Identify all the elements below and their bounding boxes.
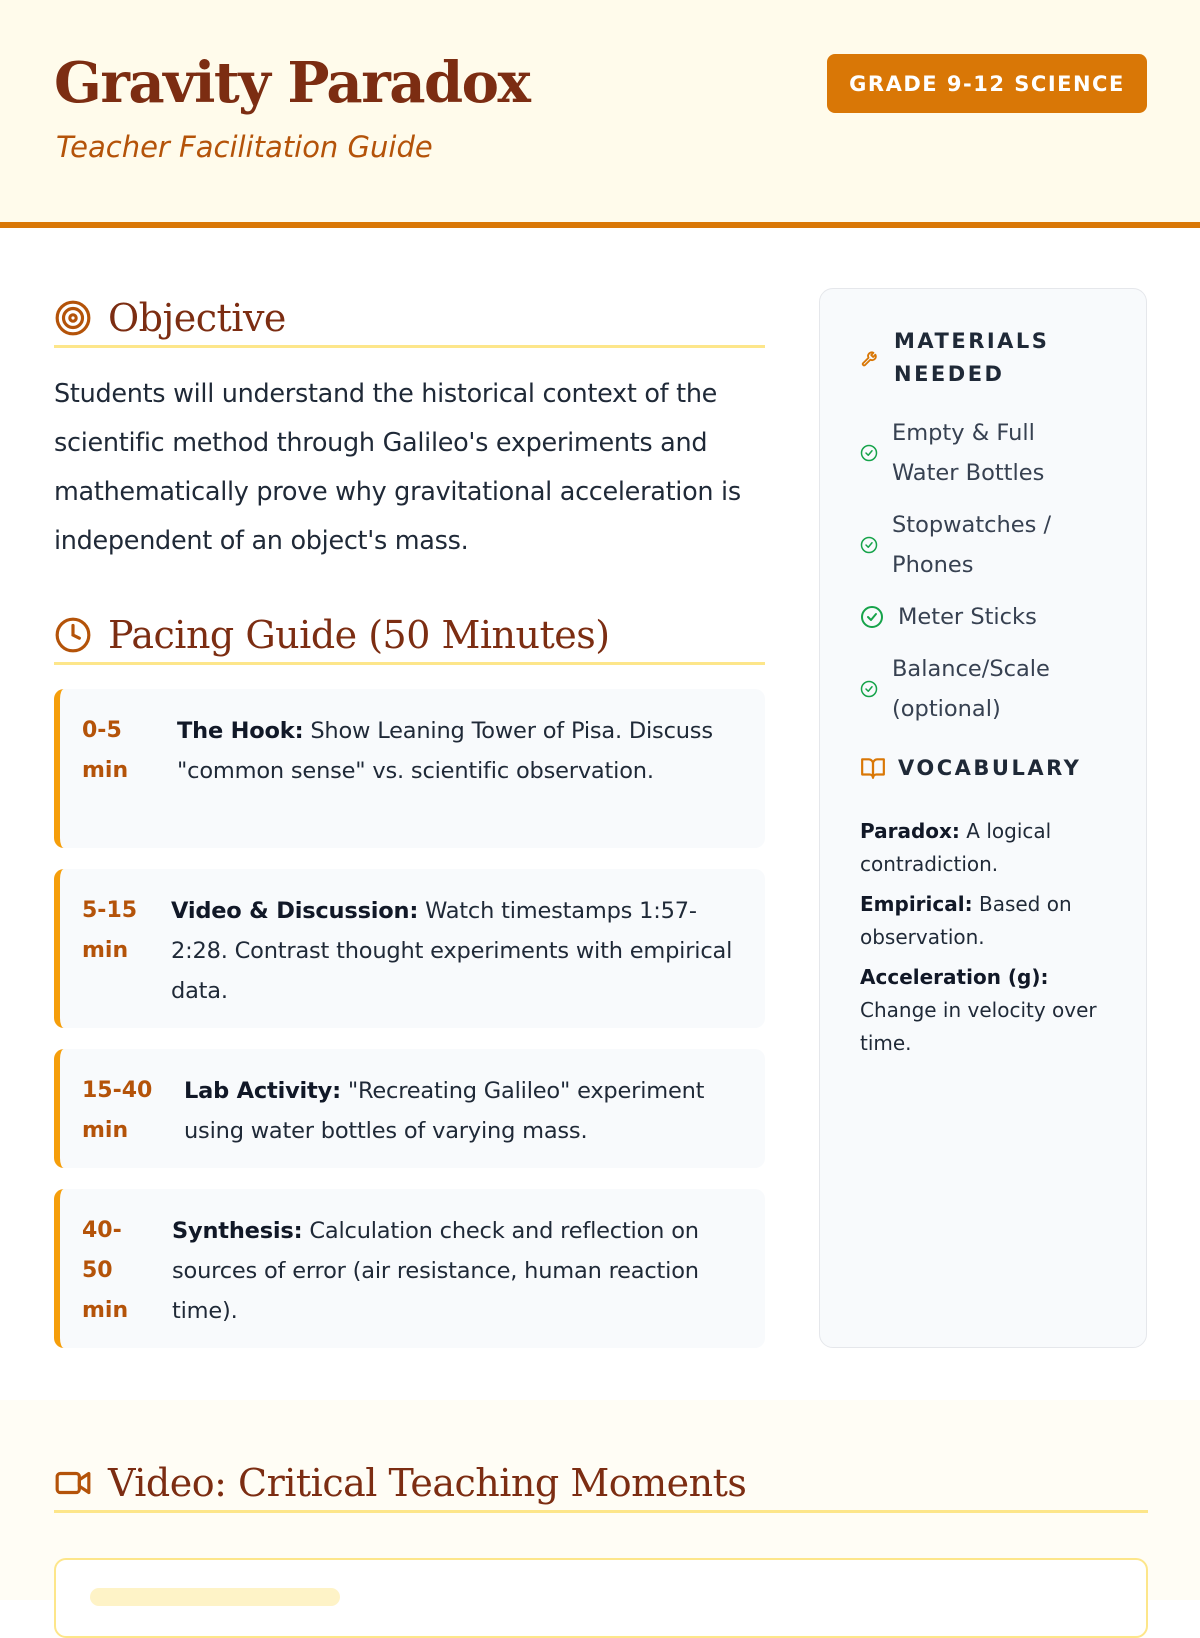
pacing-time: 0-5 min <box>82 718 129 783</box>
check-circle-icon <box>860 444 878 462</box>
pacing-description <box>171 891 739 1011</box>
objective-heading-label: Objective <box>108 295 286 340</box>
book-open-icon <box>860 755 886 781</box>
clock-icon <box>54 616 92 654</box>
vocabulary-term-definition: Based on observation. <box>860 892 1072 949</box>
vocabulary-heading-label: VOCABULARY <box>898 756 1082 780</box>
page-subtitle: Teacher Facilitation Guide <box>56 130 433 164</box>
objective-heading <box>54 290 765 348</box>
vocabulary-term <box>860 961 1120 1060</box>
materials-item <box>860 597 1120 637</box>
grade-badge: GRADE 9-12 SCIENCE <box>827 54 1147 113</box>
pacing-description <box>177 711 739 791</box>
pacing-description <box>172 1211 739 1331</box>
pacing-time: 40-50 min <box>82 1218 129 1323</box>
materials-heading-label: MATERIALS NEEDED <box>894 329 1050 386</box>
materials-item-label: Balance/Scale (optional) <box>892 656 1050 722</box>
page-header <box>0 0 1200 228</box>
video-camera-icon <box>54 1464 92 1502</box>
page-title: Gravity Paradox <box>54 50 530 116</box>
materials-item <box>860 413 1120 493</box>
pacing-heading <box>54 607 765 665</box>
vocabulary-term-definition: Change in velocity over time. <box>860 998 1097 1055</box>
materials-item-label: Meter Sticks <box>898 604 1037 630</box>
check-circle-icon <box>860 680 878 698</box>
materials-heading <box>860 325 1060 391</box>
vocabulary-term <box>860 815 1120 881</box>
pacing-title: Synthesis: <box>172 1218 303 1244</box>
pacing-row <box>54 1189 765 1348</box>
pacing-time: 5-15 min <box>82 898 138 963</box>
materials-item-label: Stopwatches / Phones <box>892 512 1052 578</box>
pacing-title: Video & Discussion: <box>171 898 419 924</box>
check-circle-icon <box>860 605 884 629</box>
pacing-row <box>54 1049 765 1168</box>
materials-item <box>860 649 1120 729</box>
video-moment-card <box>54 1558 1148 1638</box>
vocabulary-heading <box>860 755 1081 781</box>
pacing-row <box>54 869 765 1028</box>
pacing-text: Show Leaning Tower of Pisa. Discuss "common sense" vs. scientific observation. <box>177 718 713 784</box>
vocabulary-term <box>860 888 1120 954</box>
vocabulary-term-name: Empirical: <box>860 892 973 916</box>
materials-item <box>860 505 1120 585</box>
materials-item-label: Empty & Full Water Bottles <box>892 420 1045 486</box>
pacing-title: The Hook: <box>177 718 304 744</box>
video-heading-label: Video: Critical Teaching Moments <box>108 1460 747 1505</box>
vocabulary-term-name: Acceleration (g): <box>860 965 1049 989</box>
video-heading <box>54 1455 1148 1513</box>
pacing-title: Lab Activity: <box>184 1078 341 1104</box>
pacing-description <box>184 1071 739 1151</box>
wrench-icon <box>860 347 882 369</box>
pacing-time: 15-40 min <box>82 1078 153 1143</box>
pacing-text: "Recreating Galileo" experiment using water bottles of varying mass. <box>184 1078 705 1144</box>
pacing-row <box>54 689 765 848</box>
video-timestamp-tag <box>90 1588 340 1606</box>
vocabulary-term-name: Paradox: <box>860 819 960 843</box>
target-icon <box>54 299 92 337</box>
pacing-text: Calculation check and reflection on sources of error (air resistance, human reaction time). <box>172 1218 699 1324</box>
pacing-text: Watch timestamps 1:57-2:28. Contrast thought experiments with empirical data. <box>171 898 733 1004</box>
vocabulary-term-definition: A logical contradiction. <box>860 819 1052 876</box>
sidebar <box>819 288 1147 1348</box>
pacing-heading-label: Pacing Guide (50 Minutes) <box>108 612 610 657</box>
check-circle-icon <box>860 536 878 554</box>
objective-text: Students will understand the historical context of the scientific method through Galileo's experiments and mathematically prove why gravitational acceleration is independent of an object's mass. <box>54 379 741 556</box>
